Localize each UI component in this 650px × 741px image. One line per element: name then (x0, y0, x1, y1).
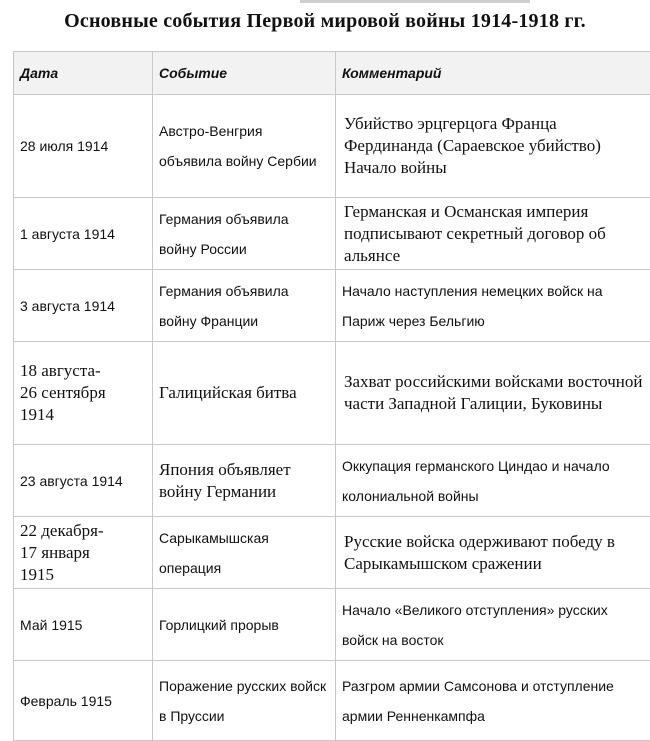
date-line: 1914 (20, 404, 146, 426)
date-line: 26 сентября (20, 382, 146, 404)
table-row (14, 198, 650, 270)
row-comment: Начало наступления немецких войск на Париж через Бельгию (336, 270, 650, 342)
row-comment: Германская и Османская империя подписывают секретный договор об альянсе (336, 198, 650, 270)
row-date (14, 342, 153, 445)
row-event: Горлицкий прорыв (153, 589, 336, 661)
header-event: Событие (153, 52, 336, 95)
events-table (13, 51, 650, 741)
page-title: Основные события Первой мировой войны 1914-1918 гг. (0, 10, 650, 33)
row-comment: Захват российскими войсками восточной части Западной Галиции, Буковины (336, 342, 650, 445)
row-date: 1 августа 1914 (14, 198, 153, 270)
row-date: Февраль 1915 (14, 661, 153, 741)
row-date: 23 августа 1914 (14, 445, 153, 517)
row-comment: Убийство эрцгерцога Франца Фердинанда (Сараевское убийство) Начало войны (336, 95, 650, 198)
table-row (14, 517, 650, 589)
row-comment: Разгром армии Самсонова и отступление армии Ренненкампфа (336, 661, 650, 741)
date-line: 17 января (20, 542, 146, 564)
row-event: Япония объявляет войну Германии (153, 445, 336, 517)
row-date: 28 июля 1914 (14, 95, 153, 198)
row-event: Германия объявила войну Франции (153, 270, 336, 342)
row-date: Май 1915 (14, 589, 153, 661)
row-event: Галицийская битва (153, 342, 336, 445)
table-row (14, 661, 650, 741)
row-event: Сарыкамышская операция (153, 517, 336, 589)
table-header-row (14, 52, 650, 95)
cropped-header-edge (300, 0, 530, 3)
header-comment: Комментарий (336, 52, 650, 95)
table-row (14, 95, 650, 198)
row-event: Австро-Венгрия объявила войну Сербии (153, 95, 336, 198)
date-line: 18 августа- (20, 360, 146, 382)
row-date: 3 августа 1914 (14, 270, 153, 342)
row-event: Поражение русских войск в Пруссии (153, 661, 336, 741)
row-event: Германия объявила войну России (153, 198, 336, 270)
date-line: 22 декабря- (20, 520, 146, 542)
row-comment: Оккупация германского Циндао и начало колониальной войны (336, 445, 650, 517)
header-date: Дата (14, 52, 153, 95)
row-comment: Начало «Великого отступления» русских войск на восток (336, 589, 650, 661)
row-date (14, 517, 153, 589)
table-row (14, 270, 650, 342)
row-comment: Русские войска одерживают победу в Сарыкамышском сражении (336, 517, 650, 589)
date-line: 1915 (20, 564, 146, 586)
table-row (14, 342, 650, 445)
table-row (14, 445, 650, 517)
table-row (14, 589, 650, 661)
